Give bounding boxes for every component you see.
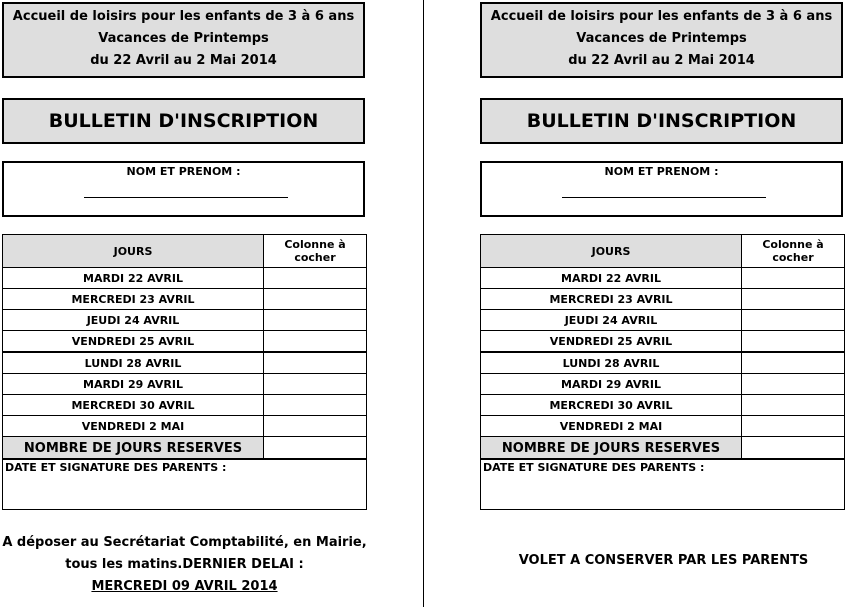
- day-checkbox[interactable]: [742, 310, 845, 331]
- day-label: MARDI 29 AVRIL: [3, 374, 264, 395]
- day-label: MERCREDI 30 AVRIL: [481, 395, 742, 416]
- name-label: NOM ET PRENOM :: [126, 165, 241, 178]
- day-label: JEUDI 24 AVRIL: [481, 310, 742, 331]
- day-checkbox[interactable]: [742, 395, 845, 416]
- day-checkbox[interactable]: [264, 416, 367, 437]
- deadline-date: MERCREDI 09 AVRIL 2014: [91, 579, 278, 594]
- day-checkbox[interactable]: [264, 268, 367, 289]
- header-line-1: Accueil de loisirs pour les enfants de 3 à 6 ans: [490, 9, 833, 24]
- days-table: [2, 234, 367, 460]
- total-days-field[interactable]: [742, 437, 845, 460]
- day-checkbox[interactable]: [742, 331, 845, 353]
- day-checkbox[interactable]: [264, 374, 367, 395]
- day-label: MARDI 29 AVRIL: [481, 374, 742, 395]
- instructions-line-1: A déposer au Secrétariat Comptabilité, en Mairie,: [2, 535, 367, 550]
- day-label: VENDREDI 25 AVRIL: [3, 331, 264, 353]
- form-copy-left: [2, 0, 369, 607]
- name-label: NOM ET PRENOM :: [604, 165, 719, 178]
- day-label: MERCREDI 30 AVRIL: [3, 395, 264, 416]
- day-checkbox[interactable]: [264, 331, 367, 353]
- col-days-header: JOURS: [481, 235, 742, 268]
- keep-notice: VOLET A CONSERVER PAR LES PARENTS: [518, 553, 809, 568]
- day-label: VENDREDI 25 AVRIL: [481, 331, 742, 353]
- name-box[interactable]: [2, 161, 365, 217]
- header-box: [2, 2, 365, 78]
- signature-label: DATE ET SIGNATURE DES PARENTS :: [5, 461, 227, 474]
- bulletin-title: BULLETIN D'INSCRIPTION: [2, 98, 365, 144]
- day-checkbox[interactable]: [742, 289, 845, 310]
- total-days-label: NOMBRE DE JOURS RESERVES: [3, 437, 264, 460]
- day-label: VENDREDI 2 MAI: [3, 416, 264, 437]
- name-line[interactable]: [562, 197, 766, 198]
- header-line-3: du 22 Avril au 2 Mai 2014: [90, 53, 277, 68]
- day-label: JEUDI 24 AVRIL: [3, 310, 264, 331]
- day-checkbox[interactable]: [264, 395, 367, 416]
- signature-label: DATE ET SIGNATURE DES PARENTS :: [483, 461, 705, 474]
- day-checkbox[interactable]: [264, 289, 367, 310]
- day-label: MERCREDI 23 AVRIL: [3, 289, 264, 310]
- day-checkbox[interactable]: [742, 374, 845, 395]
- day-label: MERCREDI 23 AVRIL: [481, 289, 742, 310]
- header-line-3: du 22 Avril au 2 Mai 2014: [568, 53, 755, 68]
- col-days-header: JOURS: [3, 235, 264, 268]
- day-checkbox[interactable]: [264, 310, 367, 331]
- days-table: [480, 234, 845, 460]
- day-label: MARDI 22 AVRIL: [481, 268, 742, 289]
- day-checkbox[interactable]: [742, 416, 845, 437]
- col-check-header: Colonne à cocher: [742, 235, 845, 268]
- day-checkbox[interactable]: [742, 268, 845, 289]
- name-box[interactable]: [480, 161, 843, 217]
- day-checkbox[interactable]: [264, 352, 367, 374]
- header-line-2: Vacances de Printemps: [576, 31, 747, 46]
- header-box: [480, 2, 843, 78]
- cut-line: [423, 0, 424, 607]
- day-label: MARDI 22 AVRIL: [3, 268, 264, 289]
- name-line[interactable]: [84, 197, 288, 198]
- col-check-header: Colonne à cocher: [264, 235, 367, 268]
- day-label: VENDREDI 2 MAI: [481, 416, 742, 437]
- instructions-line-2: tous les matins.DERNIER DELAI :: [65, 557, 304, 572]
- day-label: LUNDI 28 AVRIL: [481, 352, 742, 374]
- signature-box[interactable]: [2, 458, 367, 510]
- total-days-label: NOMBRE DE JOURS RESERVES: [481, 437, 742, 460]
- form-copy-right: [480, 0, 847, 607]
- submission-instructions: [2, 532, 367, 598]
- bulletin-title: BULLETIN D'INSCRIPTION: [480, 98, 843, 144]
- signature-box[interactable]: [480, 458, 845, 510]
- day-label: LUNDI 28 AVRIL: [3, 352, 264, 374]
- header-line-2: Vacances de Printemps: [98, 31, 269, 46]
- header-line-1: Accueil de loisirs pour les enfants de 3 à 6 ans: [12, 9, 355, 24]
- total-days-field[interactable]: [264, 437, 367, 460]
- day-checkbox[interactable]: [742, 352, 845, 374]
